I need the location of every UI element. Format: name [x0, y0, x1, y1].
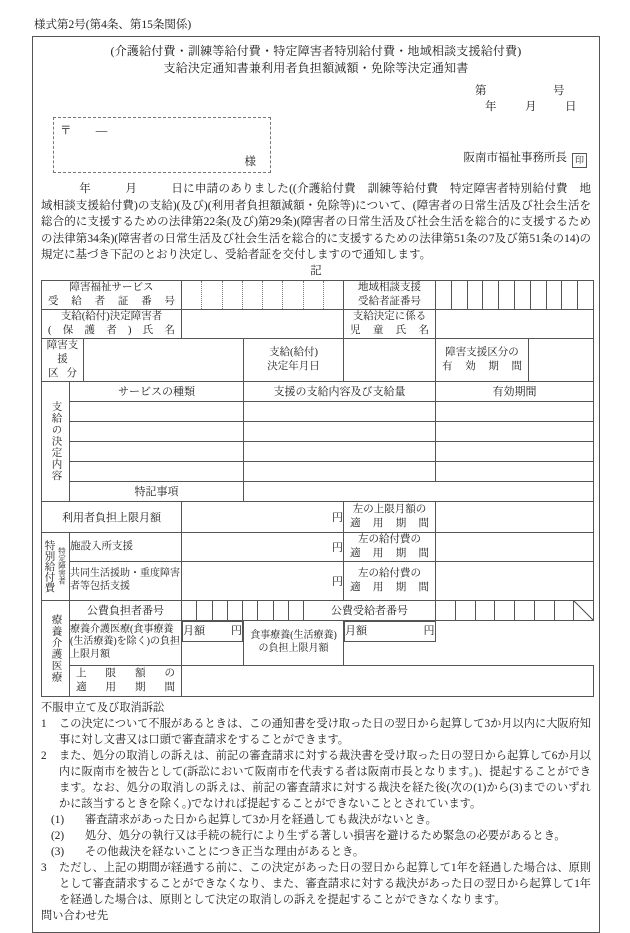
service-amount-input[interactable] — [244, 461, 436, 481]
body-paragraph — [41, 181, 591, 264]
service-type-header: サービスの種類 — [70, 381, 244, 401]
cap-period-label-l1: 上限額の — [76, 667, 176, 679]
issue-month-label: 月 — [525, 101, 537, 113]
regional-cert-no-label-l2: 受給者証番号 — [358, 295, 422, 307]
cap-period-label-l2: 適用期間 — [76, 681, 176, 693]
cap-period-label — [70, 665, 182, 696]
category-validity-label-l1: 障害支援区分の — [445, 346, 519, 358]
group-home-period-label-l2: 適用期間 — [350, 581, 430, 593]
issue-day-label: 日 — [565, 101, 577, 113]
monthly-amount-label: 月額 — [345, 624, 368, 637]
facility-benefit-period-label-l2: 適用期間 — [350, 547, 430, 559]
category-validity-label-l2: 有効期間 — [442, 360, 523, 372]
title-line-1: (介護給付費・訓練等給付費・特定障害者特別給付費・地域相談支援給付費) — [110, 44, 522, 58]
apply-day-label: 日に申請のありました( — [171, 183, 293, 195]
appeal-subitem-number: (2) — [51, 829, 65, 842]
table-row — [42, 441, 594, 461]
table-row — [42, 501, 594, 532]
table-row — [42, 561, 594, 600]
table-row — [42, 309, 594, 338]
contact-label: 問い合わせ先 — [41, 909, 109, 922]
group-home-period-label-l1: 左の給付費の — [358, 567, 422, 579]
appeal-item-text: また、処分の取消しの訴えは、前記の審査請求に対する裁決書を受け取った日の翌日から起算して6か月以内に阪南市を被告として(訴訟において阪南市を代表する者は阪南市長となります。)、提起することができます。なお、処分の取消しの訴えは、前記の審査請求に対する裁決を経た後(次の(1)から(3)までのいずれかに該当するときを除く。)でなければ提起することができないこととされています。 — [59, 749, 591, 810]
recipient-honorific: 様 — [244, 156, 256, 168]
service-amount-input[interactable] — [244, 421, 436, 441]
service-type-input[interactable] — [70, 441, 244, 461]
cap-period-input[interactable] — [182, 665, 594, 696]
disability-category-label-l1: 障害支援 — [46, 339, 79, 365]
validity-period-input[interactable] — [436, 441, 594, 461]
document-number-dai: 第 — [475, 85, 487, 97]
apply-month-label: 月 — [125, 183, 138, 195]
appeal-item — [41, 716, 591, 748]
appeal-item-number: 1 — [41, 717, 47, 730]
service-amount-header: 支援の支給内容及び支給量 — [244, 381, 436, 401]
table-row — [42, 381, 594, 401]
table-row — [42, 401, 594, 421]
issuer-block — [464, 149, 588, 168]
table-row — [42, 532, 594, 561]
validity-period-input[interactable] — [436, 421, 594, 441]
beneficiary-name-label-l1: 支給(給付)決定障害者 — [60, 310, 163, 322]
ki-marker: 記 — [310, 264, 322, 277]
table-row — [42, 421, 594, 441]
appeal-subitem — [41, 844, 591, 860]
special-notes-input[interactable] — [244, 481, 594, 501]
yen-unit: 円 — [423, 624, 435, 637]
seal-icon: 印 — [572, 153, 587, 168]
cap-apply-period-label — [344, 501, 436, 532]
meal-care-cap-label: 食事療養(生活療養)の負担上限月額 — [244, 620, 344, 665]
form-number: 様式第2号(第4条、第15条関係) — [34, 19, 192, 31]
beneficiary-name-label-l2: (保護者)氏名 — [48, 324, 176, 336]
table-row — [42, 338, 594, 381]
decision-content-vertical-text: 支給の決定内容 — [50, 400, 62, 482]
appeal-subitem — [41, 828, 591, 844]
appeal-subitem-number: (1) — [51, 813, 65, 826]
category-validity-cell — [436, 338, 594, 381]
appeal-section — [41, 700, 591, 924]
zip-mark-icon: 〒 — [60, 125, 74, 137]
public-payer-no-input[interactable] — [182, 600, 304, 620]
validity-period-input[interactable] — [436, 461, 594, 481]
beneficiary-name-label — [42, 309, 182, 338]
user-burden-cap-input[interactable] — [182, 501, 344, 532]
recipient-cert-no-label — [42, 280, 182, 309]
category-validity-input[interactable] — [529, 339, 594, 381]
yen-unit: 円 — [231, 624, 243, 637]
recipient-cert-no-grid — [182, 281, 343, 309]
cap-apply-period-label-l2: 適用期間 — [350, 517, 430, 529]
special-notes-label: 特記事項 — [70, 481, 244, 501]
special-benefit-vertical-small: 特定障害者 — [57, 547, 67, 585]
validity-period-input[interactable] — [436, 401, 594, 421]
medical-care-vertical-text: 療養介護医療 — [50, 613, 62, 683]
special-benefit-vertical-label — [42, 532, 70, 600]
title-block — [41, 43, 591, 77]
table-row — [42, 620, 594, 665]
decision-date-label-l2: 決定年月日 — [267, 360, 320, 372]
document-number-block — [41, 83, 591, 115]
facility-admission-input[interactable] — [182, 532, 344, 561]
service-type-input[interactable] — [70, 401, 244, 421]
category-validity-label — [436, 339, 529, 381]
group-home-period-label — [344, 561, 436, 600]
child-name-label-l2: 児童氏名 — [350, 324, 430, 336]
decision-table — [41, 280, 594, 697]
group-home-label: 共同生活援助・重度障害者等包括支援 — [70, 561, 182, 600]
disability-category-label-l2: 区分 — [48, 367, 77, 379]
appeal-item-text: ただし、上記の期間が経過する前に、この決定があった日の翌日から起算して1年を経過した場合は、原則として審査請求することができなくなり、また、審査請求に対する裁決があった日の翌日から起算して1年を経過した場合は、原則として決定の取消しの訴えを提起することができなくなります。 — [59, 861, 591, 906]
appeal-item-text: この決定について不服があるときは、この通知書を受け取った日の翌日から起算して3か月以内に大阪府知事に対し文書又は口頭で審査請求をすることができます。 — [59, 717, 591, 746]
decision-date-label — [244, 338, 344, 381]
meal-care-cap-input[interactable] — [344, 621, 436, 642]
appeal-item-number: 3 — [41, 861, 47, 874]
medical-care-vertical-label — [42, 600, 70, 696]
public-payer-no-grid — [182, 601, 303, 620]
special-benefit-vertical-big: 特別給付費 — [43, 539, 55, 593]
group-home-period-input[interactable] — [436, 561, 594, 600]
regional-cert-no-grid — [436, 281, 593, 309]
appeal-subitem-text: 審査請求があった日から起算して3か月を経過しても裁決がないとき。 — [85, 813, 437, 826]
disability-category-label — [42, 338, 84, 381]
appeal-item-number: 2 — [41, 749, 47, 762]
validity-period-header: 有効期間 — [436, 381, 594, 401]
facility-benefit-period-label — [344, 532, 436, 561]
decision-date-label-l1: 支給(給付) — [269, 346, 319, 358]
yen-unit: 円 — [332, 575, 344, 588]
child-name-label — [344, 309, 436, 338]
appeal-subitem — [41, 812, 591, 828]
recipient-cert-no-label-l2: 受給者証番号 — [48, 295, 176, 307]
regional-cert-no-input[interactable] — [436, 280, 594, 309]
appeal-item — [41, 748, 591, 812]
group-home-input[interactable] — [182, 561, 344, 600]
issuer-name: 阪南市福祉事務所長 — [463, 152, 567, 164]
public-recipient-no-label: 公費受給者番号 — [304, 600, 436, 620]
monthly-amount-label: 月額 — [183, 624, 206, 637]
body-main-text: (介護給付費 訓練等給付費 特定障害者特別給付費 地域相談支援給付費)の支給)(及び)(利用者負担額減額・免除等)について、(障害者の日常生活及び社会生活を総合的に支援するための法律第22条(及び)第29条)(障害者の日常生活及び社会生活を総合的に支援するための法律第34条)(障害者の日常生活及び社会生活を総合的に支援するための法律第51条の7及び第51条の14)の規定に基づき下記のとおり決定し、受給者証を交付しますので通知します。 — [41, 183, 592, 261]
appeal-item — [41, 860, 591, 908]
appeal-subitem-text: 処分、処分の執行又は手続の続行により生ずる著しい損害を避けるため緊急の必要があるとき。 — [85, 829, 566, 842]
regional-cert-no-label-l1: 地域相談支援 — [358, 281, 422, 293]
service-type-input[interactable] — [70, 421, 244, 441]
table-row — [42, 461, 594, 481]
decision-date-input[interactable] — [344, 338, 436, 381]
public-recipient-no-grid — [436, 601, 593, 620]
table-row — [42, 481, 594, 501]
facility-benefit-period-input[interactable] — [436, 532, 594, 561]
apply-year-label: 年 — [79, 183, 92, 195]
notification-outer-box — [32, 36, 600, 933]
service-type-input[interactable] — [70, 461, 244, 481]
table-row — [42, 665, 594, 696]
address-area — [41, 117, 591, 179]
facility-admission-label: 施設入所支援 — [70, 532, 182, 561]
regional-cert-no-label — [344, 280, 436, 309]
service-amount-input[interactable] — [244, 401, 436, 421]
user-burden-cap-label: 利用者負担上限月額 — [42, 501, 182, 532]
disability-category-input[interactable] — [84, 338, 244, 381]
decision-content-vertical-label — [42, 381, 70, 501]
title-line-2: 支給決定通知書兼利用者負担額減額・免除等決定通知書 — [163, 61, 469, 75]
recipient-cert-no-input[interactable] — [182, 280, 344, 309]
appeal-heading: 不服申立て及び取消訴訟 — [41, 701, 165, 714]
document-number-gou: 号 — [553, 85, 565, 97]
cap-apply-period-input[interactable] — [436, 501, 594, 532]
recipient-cert-no-label-l1: 障害福祉サービス — [69, 281, 154, 293]
yen-unit: 円 — [332, 541, 344, 554]
table-row — [42, 280, 594, 309]
table-row — [42, 600, 594, 620]
appeal-subitem-text: その他裁決を経ないことにつき正当な理由があるとき。 — [85, 845, 365, 858]
public-recipient-no-input[interactable] — [436, 600, 594, 620]
yen-unit: 円 — [332, 511, 344, 524]
public-payer-no-label: 公費負担者番号 — [70, 600, 182, 620]
issue-year-label: 年 — [485, 101, 497, 113]
child-name-input[interactable] — [436, 309, 594, 338]
appeal-subitem-number: (3) — [51, 845, 65, 858]
cap-apply-period-label-l1: 左の上限月額の — [352, 503, 427, 515]
zip-dash: — — [95, 125, 110, 137]
facility-benefit-period-label-l1: 左の給付費の — [358, 533, 422, 545]
beneficiary-name-input[interactable] — [182, 309, 344, 338]
recipient-address-box[interactable] — [53, 117, 271, 173]
slash-marker-icon — [574, 601, 593, 620]
child-name-label-l1: 支給決定に係る — [352, 310, 427, 322]
medical-care-cap-label: 療養介護医療(食事療養(生活療養)を除く)の負担上限月額 — [70, 620, 182, 665]
service-amount-input[interactable] — [244, 441, 436, 461]
medical-care-cap-input[interactable] — [182, 621, 243, 642]
